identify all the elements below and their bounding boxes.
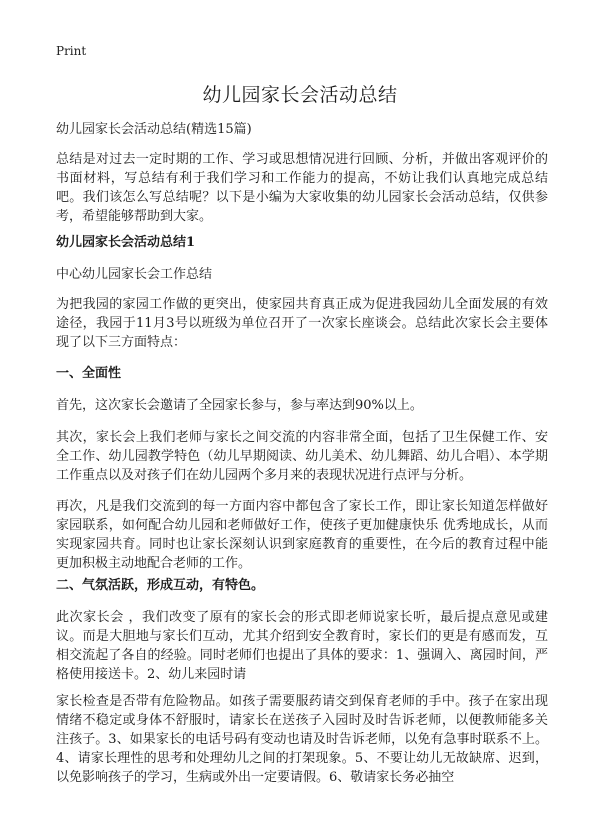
section-title: 幼儿园家长会活动总结1 (56, 235, 196, 250)
heading-2: 二、气氛活跃，形成互动，有特色。 (56, 578, 265, 593)
intro-paragraph: 总结是对过去一定时期的工作、学习或思想情况进行回顾、分析，并做出客观评价的书面材料，写总结有利于我们学习和工作能力的提高，不妨让我们认真地完成总结吧。我们该怎么写总结呢？以下是小编为大家收集的幼儿园家长会活动总结，仅供参考，希望能够帮助到大家。 (56, 152, 548, 224)
section-subtitle: 中心幼儿园家长会工作总结 (56, 267, 213, 282)
paragraph-3: 其次，家长会上我们老师与家长之间交流的内容非常全面，包括了卫生保健工作、安全工作、幼儿园教学特色（幼儿早期阅读、幼儿美术、幼儿舞蹈、幼儿合唱）、本学期工作重点以及对孩子们在幼儿园两个多月来的表现状况进行点评与分析。 (56, 430, 548, 483)
paragraph-6: 家长检查是否带有危险物品。如孩子需要服药请交到保育老师的手中。孩子在家出现情绪不稳定或身体不舒服时，请家长在送孩子入园时及时告诉老师，以便教师能多关注孩子。3、如果家长的电话号码有变动也请及时告诉老师，以免有急事时联系不上。4、请家长理性的思考和处理幼儿之间的打架现象。5、不要让幼儿无故缺席、迟到，以免影响孩子的学习，生病或外出一定要请假。6、敬请家长务必抽空 (56, 694, 548, 785)
document-title: 幼儿园家长会活动总结 (202, 84, 398, 106)
document-subtitle: 幼儿园家长会活动总结(精选15篇) (56, 122, 252, 137)
paragraph-1: 为把我园的家园工作做的更突出，使家园共育真正成为促进我园幼儿全面发展的有效途径，我园于11月3号以班级为单位召开了一次家长座谈会。总结此次家长会主要体现了以下三方面特点： (56, 297, 548, 350)
print-link[interactable]: Print (56, 44, 87, 58)
paragraph-2: 首先，这次家长会邀请了全园家长参与，参与率达到90%以上。 (56, 398, 423, 413)
heading-1: 一、全面性 (56, 366, 122, 381)
paragraph-5: 此次家长会 ，我们改变了原有的家长会的形式即老师说家长听，最后提点意见或建议。而是大胆地与家长们互动，尤其介绍到安全教育时，家长们的更是有感而发，互相交流起了各自的经验。同时老师们也提出了具体的要求：1、强调入、离园时间，严格使用接送卡。2、幼儿来园时请 (56, 610, 548, 682)
paragraph-4: 再次，凡是我们交流到的每一方面内容中都包含了家长工作，即让家长知道怎样做好家园联系，如何配合幼儿园和老师做好工作，使孩子更加健康快乐 优秀地成长，从而实现家园共育。同时也让家长深刻认识到家庭教育的重要性，在今后的教育过程中能更加积极主动地配合老师的工作。 (56, 499, 548, 571)
